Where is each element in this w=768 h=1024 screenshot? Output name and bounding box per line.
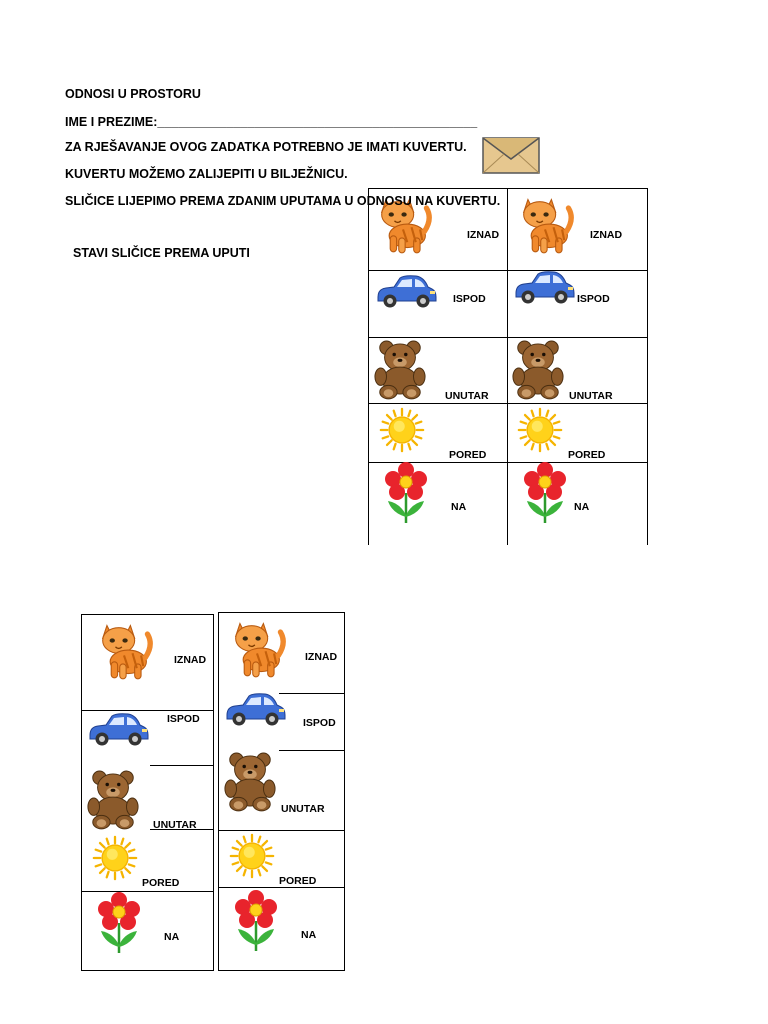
sun-icon[interactable] [379, 407, 425, 453]
label-unutar: UNUTAR [153, 819, 197, 831]
flower-icon[interactable] [384, 461, 428, 525]
label-pored: PORED [279, 875, 317, 887]
cutout-grid-top [368, 188, 648, 545]
flower-icon[interactable] [234, 889, 278, 953]
label-pored: PORED [142, 877, 180, 889]
sun-icon[interactable] [517, 407, 563, 453]
sun-icon[interactable] [229, 833, 275, 879]
label-na: NA [574, 501, 590, 513]
label-ispod: ISPOD [577, 293, 610, 305]
name-field-line: IME I PREZIME:______________________________________________ [65, 115, 478, 129]
teddy-bear-icon[interactable] [223, 749, 277, 813]
instruction-line-3: SLIČICE LIJEPIMO PREMA ZDANIM UPUTAMA U ODNOSU NA KUVERTU. [65, 194, 501, 208]
label-pored: PORED [449, 449, 487, 461]
car-icon[interactable] [86, 711, 150, 747]
flower-icon[interactable] [523, 461, 567, 525]
teddy-bear-icon[interactable] [373, 337, 427, 401]
instruction-line-2: KUVERTU MOŽEMO ZALIJEPITI U BILJEŽNICU. [65, 167, 348, 181]
label-unutar: UNUTAR [281, 803, 325, 815]
label-na: NA [301, 929, 317, 941]
cat-icon[interactable] [225, 615, 289, 679]
cat-icon[interactable] [513, 191, 577, 255]
label-iznad: IZNAD [174, 654, 207, 666]
cat-icon[interactable] [92, 617, 156, 681]
teddy-bear-icon[interactable] [511, 337, 565, 401]
cutout-strip-2 [218, 612, 345, 971]
instruction-line-1: ZA RJEŠAVANJE OVOG ZADATKA POTREBNO JE IMATI KUVERTU. [65, 140, 467, 154]
envelope-icon [482, 137, 540, 174]
label-na: NA [451, 501, 467, 513]
label-pored: PORED [568, 449, 606, 461]
label-unutar: UNUTAR [569, 390, 613, 402]
page-title: ODNOSI U PROSTORU [65, 87, 201, 101]
subheading: STAVI SLIČICE PREMA UPUTI [73, 246, 250, 260]
flower-icon[interactable] [97, 891, 141, 955]
label-iznad: IZNAD [467, 229, 500, 241]
car-icon[interactable] [223, 691, 287, 727]
label-ispod: ISPOD [303, 717, 336, 729]
car-icon[interactable] [511, 269, 577, 305]
cutout-strip-1 [81, 614, 214, 971]
label-ispod: ISPOD [453, 293, 486, 305]
sun-icon[interactable] [92, 835, 138, 881]
car-icon[interactable] [373, 273, 439, 309]
teddy-bear-icon[interactable] [86, 767, 140, 831]
label-unutar: UNUTAR [445, 390, 489, 402]
label-ispod: ISPOD [167, 713, 200, 725]
label-iznad: IZNAD [590, 229, 623, 241]
label-iznad: IZNAD [305, 651, 338, 663]
label-na: NA [164, 931, 180, 943]
